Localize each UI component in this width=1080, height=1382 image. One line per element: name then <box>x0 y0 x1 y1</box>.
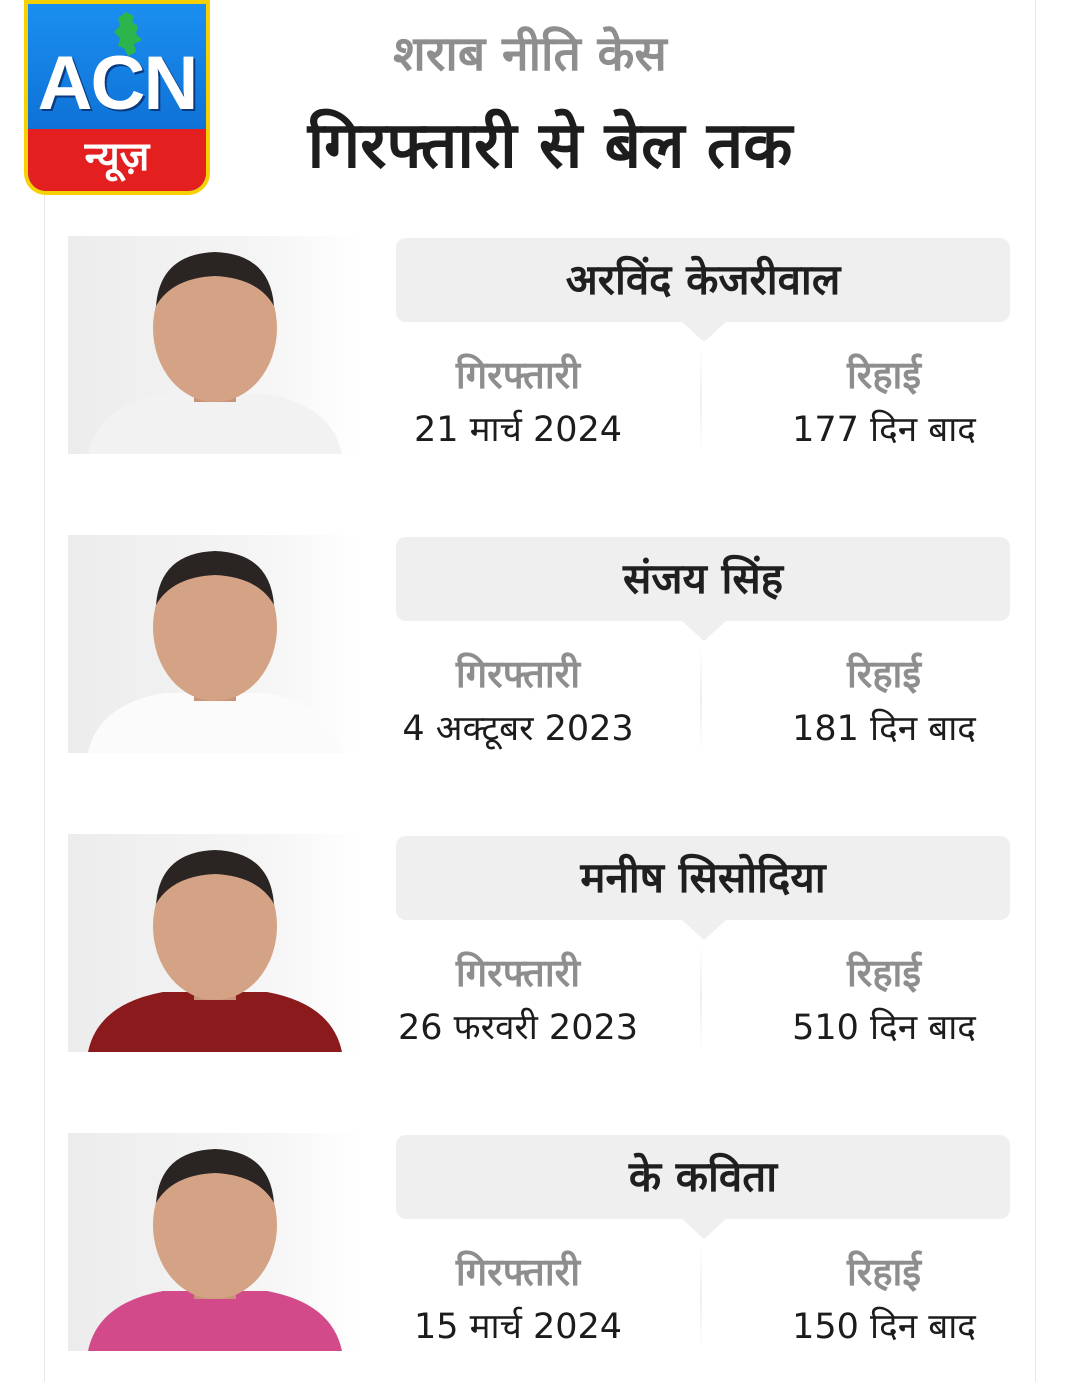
release-column <box>734 1247 1034 1357</box>
person-name: के कविता <box>628 1152 778 1201</box>
person-name: संजय सिंह <box>622 554 784 603</box>
release-column <box>734 649 1034 759</box>
column-divider <box>700 645 702 753</box>
arrest-column <box>368 350 668 460</box>
person-photo <box>68 535 362 753</box>
person-portrait-icon <box>68 1133 362 1351</box>
column-divider <box>700 1243 702 1351</box>
acn-news-logo <box>24 0 210 195</box>
arrest-column <box>368 948 668 1058</box>
arrest-label: गिरफ्तारी <box>455 1250 581 1294</box>
logo-background <box>28 4 206 191</box>
arrest-date: 26 फरवरी 2023 <box>398 1008 638 1048</box>
arrest-column <box>368 1247 668 1357</box>
release-duration: 177 दिन बाद <box>792 410 976 450</box>
arrest-label: गिरफ्तारी <box>455 353 581 397</box>
person-photo <box>68 1133 362 1351</box>
release-column <box>734 948 1034 1058</box>
person-name: अरविंद केजरीवाल <box>565 255 841 304</box>
release-duration: 150 दिन बाद <box>792 1307 976 1347</box>
arrest-date: 21 मार्च 2024 <box>413 410 623 450</box>
arrest-label: गिरफ्तारी <box>455 951 581 995</box>
name-banner <box>396 836 1010 920</box>
person-photo <box>68 236 362 454</box>
arrest-date: 4 अक्टूबर 2023 <box>402 709 634 749</box>
release-label: रिहाई <box>846 951 922 995</box>
page-kicker: शराब नीति केस <box>393 26 667 82</box>
arrest-label: गिरफ्तारी <box>455 652 581 696</box>
release-label: रिहाई <box>846 1250 922 1294</box>
release-label: रिहाई <box>846 353 922 397</box>
column-divider <box>700 346 702 454</box>
release-label: रिहाई <box>846 652 922 696</box>
person-card <box>68 834 1012 1059</box>
person-card <box>68 535 1012 760</box>
person-card <box>68 236 1012 461</box>
release-duration: 181 दिन बाद <box>792 709 976 749</box>
person-name: मनीष सिसोदिया <box>580 853 826 902</box>
page-title: गिरफ्तारी से बेल तक <box>307 109 793 183</box>
arrest-date: 15 मार्च 2024 <box>413 1307 623 1347</box>
name-banner <box>396 537 1010 621</box>
column-divider <box>700 944 702 1052</box>
person-photo <box>68 834 362 1052</box>
name-banner <box>396 238 1010 322</box>
person-portrait-icon <box>68 834 362 1052</box>
person-portrait-icon <box>68 236 362 454</box>
release-column <box>734 350 1034 460</box>
arrest-column <box>368 649 668 759</box>
logo-tagline: न्यूज़ <box>28 129 206 191</box>
release-duration: 510 दिन बाद <box>792 1008 976 1048</box>
person-portrait-icon <box>68 535 362 753</box>
logo-brand-text: ACN <box>37 41 197 126</box>
name-banner <box>396 1135 1010 1219</box>
person-card <box>68 1133 1012 1358</box>
